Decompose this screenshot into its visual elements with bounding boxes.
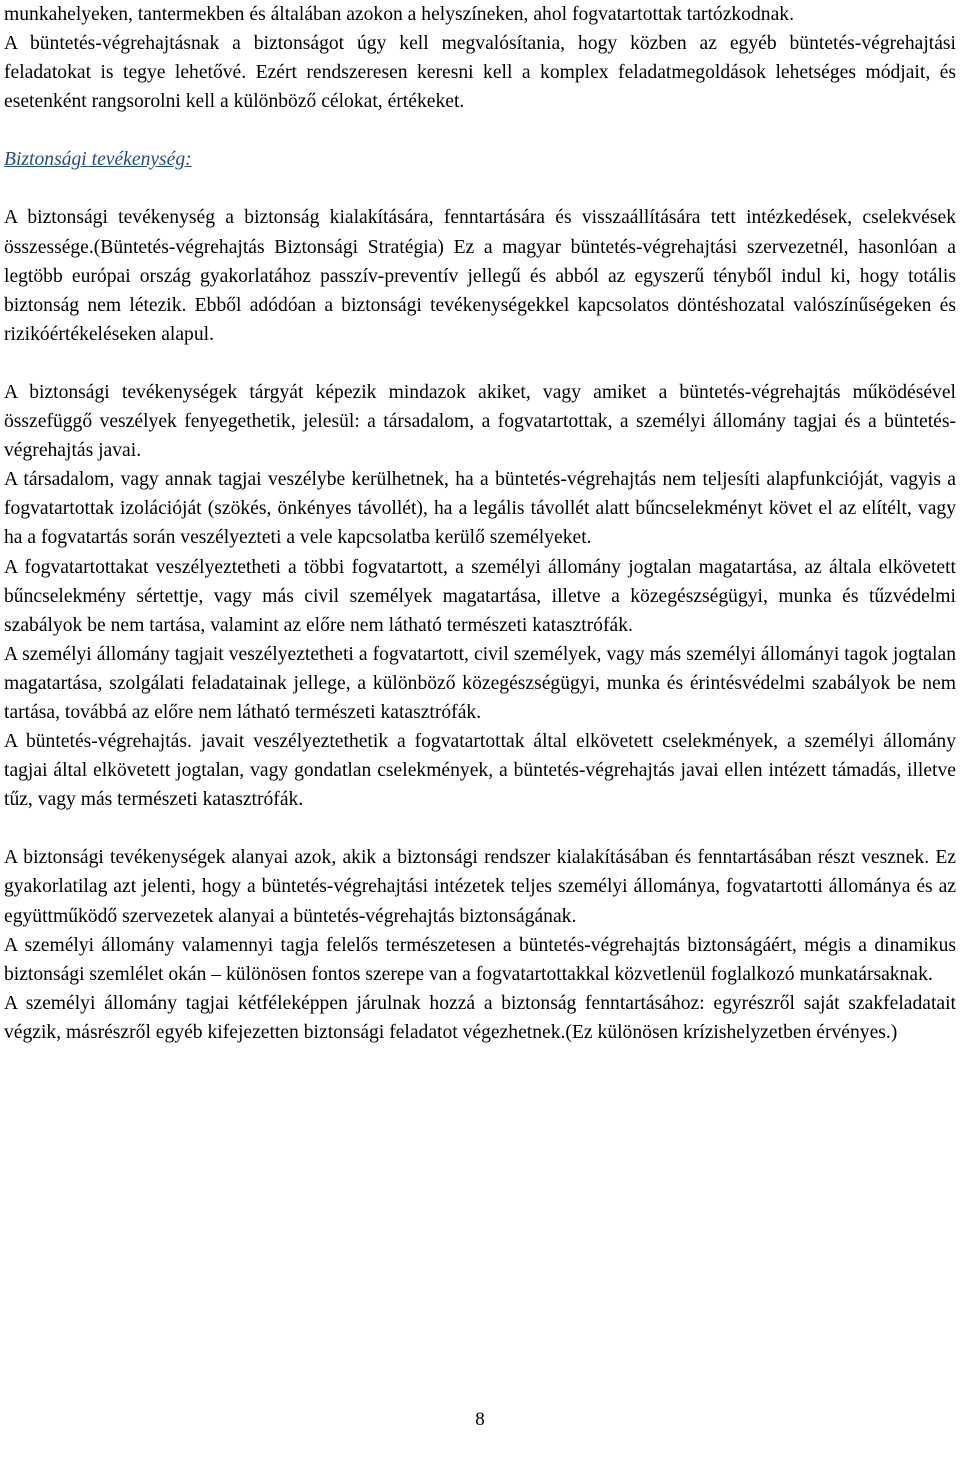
paragraph-definition: A biztonsági tevékenység a biztonság kialakítására, fenntartására és visszaállítására tett intézkedések, cselekvések összessége.(Büntetés-végrehajtás Biztonsági Stratégia) Ez a magyar büntetés-végrehajtási szervezetnél, hasonlóan a legtöbb európai ország gyakorlatához passzív-preventív jellegű és abból az egyszerű tényből indul ki, hogy totális biztonság nem létezik. Ebből adódóan a biztonsági tevékenységekkel kapcsolatos döntéshozatal valószínűségeken és rizikóértékeléseken alapul. <box>4 207 956 345</box>
blank-line <box>4 349 956 378</box>
paragraph-intro-security-balance: A büntetés-végrehajtásnak a biztonságot úgy kell megvalósítania, hogy közben az egyéb büntetés-végrehajtási feladatokat is tegye lehetővé. Ezért rendszeresen keresni kell a komplex feladatmegoldások lehetséges módjait, és esetenként rangsorolni kell a különböző célokat, értékeket. <box>4 33 956 113</box>
paragraph-intro-continuation: munkahelyeken, tantermekben és általában azokon a helyszíneken, ahol fogvatartottak tartózkodnak. <box>4 4 794 25</box>
paragraph-object-assets: A büntetés-végrehajtás. javait veszélyeztethetik a fogvatartottak által elkövetett cselekmények, a személyi állomány tagjai által elkövetett jogtalan, vagy gondatlan cselekmények, a büntetés-végrehajtás javai ellen intézett támadás, illetve tűz, vagy más természeti katasztrófák. <box>4 731 956 811</box>
document-page <box>4 0 956 1047</box>
blank-line <box>4 174 956 203</box>
paragraph-subject-overview: A biztonsági tevékenységek alanyai azok, akik a biztonsági rendszer kialakításában és fenntartásában részt vesznek. Ez gyakorlatilag azt jelenti, hogy a büntetés-végrehajtási intézetek teljes személyi állománya, fogvatartotti állománya és az együttműködő szervezetek alanyai a büntetés-végrehajtás biztonságának. <box>4 847 956 927</box>
paragraph-subject-contribution: A személyi állomány tagjai kétféleképpen járulnak hozzá a biztonság fenntartásához: egyrészről saját szakfeladatait végzik, másrészről egyéb kifejezetten biztonsági feladatot végezhetnek.(Ez különösen krízishelyzetben érvényes.) <box>4 992 956 1043</box>
blank-line <box>4 814 956 843</box>
paragraph-object-society: A társadalom, vagy annak tagjai veszélybe kerülhetnek, ha a büntetés-végrehajtás nem teljesíti alapfunkcióját, vagyis a fogvatartottak izolációját (szökés, önkényes távollét), ha a legális távollét alatt bűncselekményt követ el az elítélt, vagy ha a fogvatartás során veszélyezteti a vele kapcsolatba kerülő személyeket. <box>4 469 956 549</box>
page-number: 8 <box>475 1409 485 1430</box>
section-heading: Biztonsági tevékenység: <box>4 149 192 171</box>
paragraph-object-inmates: A fogvatartottakat veszélyeztetheti a többi fogvatartott, a személyi állomány jogtalan magatartása, az általa elkövetett bűncselekmény sértettje, vagy más civil személyek magatartása, illetve a közegészségügyi, munka és tűzvédelmi szabályok be nem tartása, valamint az előre nem látható természeti katasztrófák. <box>4 556 956 636</box>
blank-line <box>4 116 956 145</box>
paragraph-object-staff: A személyi állomány tagjait veszélyeztetheti a fogvatartott, civil személyek, vagy más személyi állományi tagok jogtalan magatartása, szolgálati feladatainak jellege, a különböző közegészségügyi, munka és érintésvédelmi szabályok be nem tartása, továbbá az előre nem látható természeti katasztrófák. <box>4 643 956 723</box>
paragraph-subject-responsibility: A személyi állomány valamennyi tagja felelős természetesen a büntetés-végrehajtás biztonságáért, mégis a dinamikus biztonsági szemlélet okán – különösen fontos szerepe van a fogvatartottakkal közvetlenül foglalkozó munkatársaknak. <box>4 934 956 985</box>
paragraph-object-overview: A biztonsági tevékenységek tárgyát képezik mindazok akiket, vagy amiket a büntetés-végrehajtás működésével összefüggő veszélyek fenyegethetik, jelesül: a társadalom, a fogvatartottak, a személyi állomány tagjai és a büntetés-végrehajtás javai. <box>4 381 956 462</box>
